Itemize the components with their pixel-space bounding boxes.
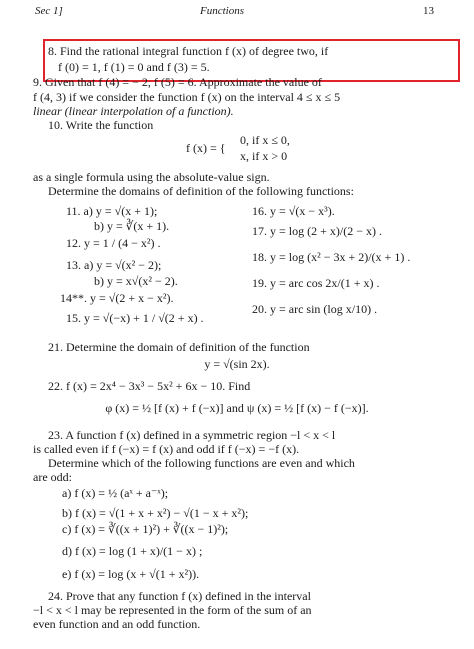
problem-20: 20. y = arc sin (log x/10) .: [252, 302, 378, 316]
problem-10-case-2: x, if x > 0: [240, 149, 288, 163]
problem-23a: a) f (x) = ½ (aˣ + a⁻ˣ);: [62, 486, 169, 500]
header-section: Sec 1]: [35, 5, 63, 17]
problem-23e: e) f (x) = log (x + √(1 + x²)).: [62, 567, 200, 581]
problem-23b: b) f (x) = √(1 + x + x²) − √(1 − x + x²);: [62, 506, 249, 520]
problem-8-line-2: f (0) = 1, f (1) = 0 and f (3) = 5.: [58, 60, 210, 74]
problem-23c: c) f (x) = ∛((x + 1)²) + ∛((x − 1)²);: [62, 522, 229, 536]
problem-23d: d) f (x) = log (1 + x)/(1 − x) ;: [62, 544, 203, 558]
problem-22-line-1: 22. f (x) = 2x⁴ − 3x³ − 5x² + 6x − 10. Find: [48, 379, 251, 393]
problem-10-line-1: 10. Write the function: [48, 118, 154, 132]
problem-11b: b) y = ∛(x + 1).: [94, 219, 170, 233]
problem-24-line-3: even function and an odd function.: [33, 617, 201, 631]
problem-19: 19. y = arc cos 2x/(1 + x) .: [252, 276, 380, 290]
problem-23-line-1: 23. A function f (x) defined in a symmetric region −l < x < l: [48, 428, 336, 442]
problem-10-line-3: Determine the domains of definition of the following functions:: [48, 184, 354, 198]
problem-16: 16. y = √(x − x³).: [252, 204, 335, 218]
problem-14: 14**. y = √(2 + x − x²).: [60, 291, 174, 305]
problem-21-equation: y = √(sin 2x).: [204, 357, 270, 371]
problem-22-equation: φ (x) = ½ [f (x) + f (−x)] and ψ (x) = ½ [f (x) − f (−x)].: [105, 401, 369, 415]
problem-21-line-1: 21. Determine the domain of definition of the function: [48, 340, 310, 354]
problem-13a: 13. a) y = √(x² − 2);: [66, 258, 162, 272]
page-number: 13: [423, 5, 434, 17]
problem-10-case-1: 0, if x ≤ 0,: [240, 133, 290, 147]
problem-24-line-2: −l < x < l may be represented in the form of the sum of an: [33, 603, 312, 617]
problem-23-line-3: Determine which of the following functions are even and which: [48, 456, 355, 470]
header-title: Functions: [200, 5, 244, 17]
problem-23-line-2: is called even if f (−x) = f (x) and odd if f (−x) = −f (x).: [33, 442, 300, 456]
problem-9-line-2: f (4, 3) if we consider the function f (x) on the interval 4 ≤ x ≤ 5: [33, 90, 341, 104]
problem-13b: b) y = x√(x² − 2).: [94, 274, 178, 288]
problem-9-cut-text: 9. Given that f (4) = − 2, f (5) = 6. Approximate the value of: [33, 75, 322, 89]
problem-18: 18. y = log (x² − 3x + 2)/(x + 1) .: [252, 250, 411, 264]
problem-24-line-1: 24. Prove that any function f (x) defined in the interval: [48, 589, 311, 603]
problem-9-cut-line: [33, 75, 443, 89]
problem-11a: 11. a) y = √(x + 1);: [66, 204, 158, 218]
problem-12: 12. y = 1 / (4 − x²) .: [66, 236, 161, 250]
problem-10-line-2: as a single formula using the absolute-value sign.: [33, 170, 270, 184]
problem-8-line-1: 8. Find the rational integral function f (x) of degree two, if: [48, 44, 329, 58]
problem-15: 15. y = √(−x) + 1 / √(2 + x) .: [66, 311, 204, 325]
problem-9-line-3: linear (linear interpolation of a function).: [33, 104, 234, 118]
problem-10-fx: f (x) = {: [186, 141, 226, 155]
problem-17: 17. y = log (2 + x)/(2 − x) .: [252, 224, 382, 238]
problem-23-line-4: are odd:: [33, 470, 72, 484]
